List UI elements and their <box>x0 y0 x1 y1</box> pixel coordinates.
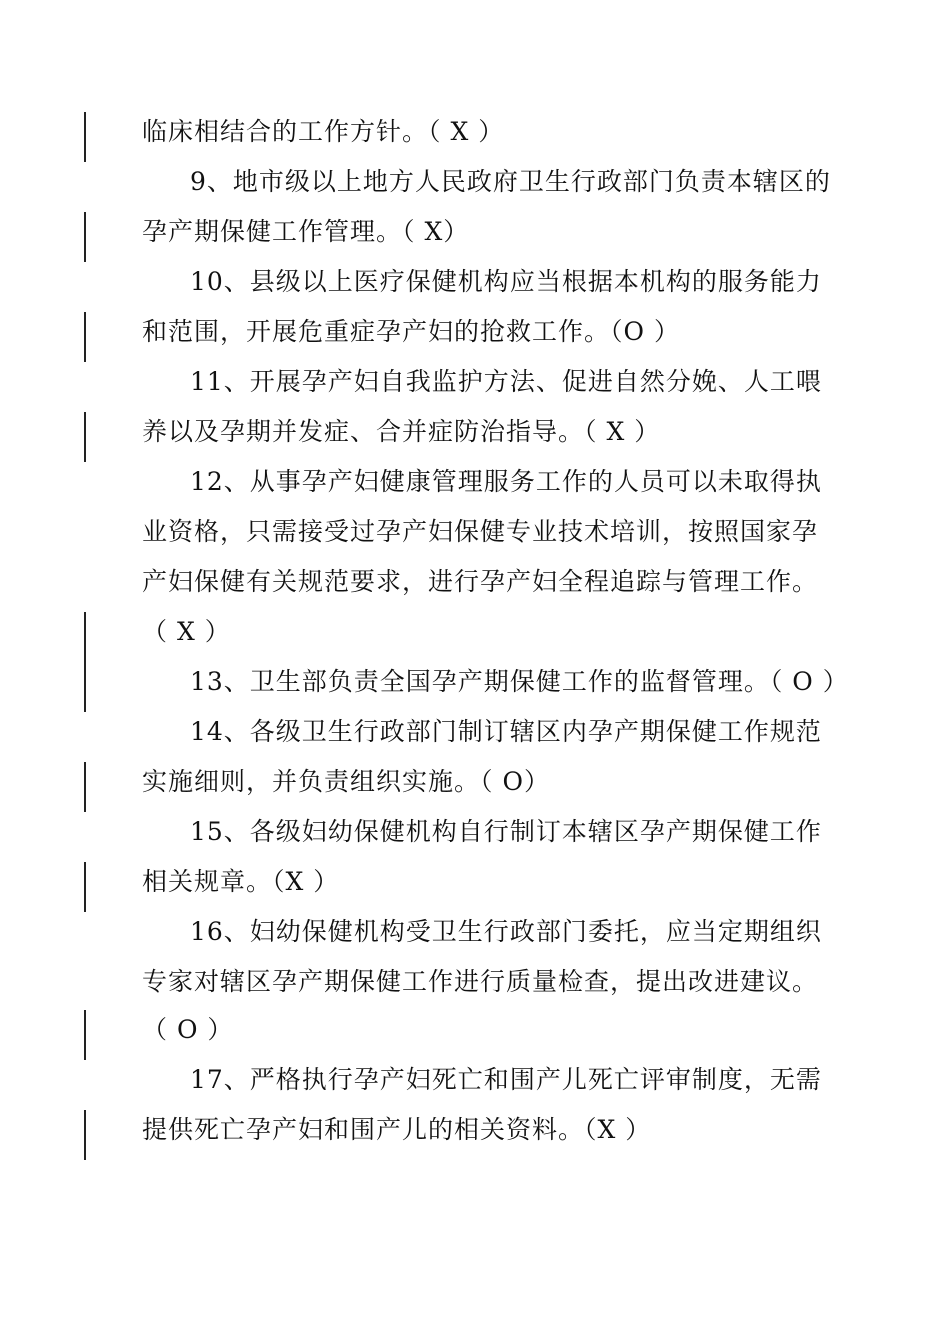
text-line: 临床相结合的工作方针。（ X ） <box>142 117 505 146</box>
text-line: 专家对辖区孕产期保健工作进行质量检查，提出改进建议。 <box>142 967 819 996</box>
text-line: 实施细则，并负责组织实施。（ O） <box>142 767 550 796</box>
margin-bar <box>84 212 86 262</box>
margin-bar <box>84 612 86 712</box>
text-line: 养以及孕期并发症、合并症防治指导。（ X ） <box>142 417 661 446</box>
margin-bar <box>84 112 86 162</box>
margin-bar <box>84 412 86 462</box>
text-line: 产妇保健有关规范要求，进行孕产妇全程追踪与管理工作。 <box>142 567 819 596</box>
item-16-line: 16、妇幼保健机构受卫生行政部门委托，应当定期组织 <box>190 917 822 946</box>
margin-bar <box>84 762 86 812</box>
margin-bar <box>84 1110 86 1160</box>
text-line: 相关规章。（X ） <box>142 867 340 896</box>
text-line: 孕产期保健工作管理。（ X） <box>142 217 470 246</box>
text-line: 提供死亡孕产妇和围产儿的相关资料。（X ） <box>142 1115 652 1144</box>
item-11-line: 11、开展孕产妇自我监护方法、促进自然分娩、人工喂 <box>190 367 822 396</box>
margin-bar <box>84 1010 86 1060</box>
item-14-line: 14、各级卫生行政部门制订辖区内孕产期保健工作规范 <box>190 717 822 746</box>
item-13-line: 13、卫生部负责全国孕产期保健工作的监督管理。（ O ） <box>190 667 849 696</box>
item-15-line: 15、各级妇幼保健机构自行制订本辖区孕产期保健工作 <box>190 817 822 846</box>
text-line: 和范围，开展危重症孕产妇的抢救工作。（O ） <box>142 317 680 346</box>
answer-line: （ O ） <box>142 1015 234 1044</box>
answer-line: （ X ） <box>142 617 231 646</box>
text-line: 业资格，只需接受过孕产妇保健专业技术培训，按照国家孕 <box>142 517 819 546</box>
item-12-line: 12、从事孕产妇健康管理服务工作的人员可以未取得执 <box>190 467 822 496</box>
item-9-line: 9、地市级以上地方人民政府卫生行政部门负责本辖区的 <box>190 167 831 196</box>
item-10-line: 10、县级以上医疗保健机构应当根据本机构的服务能力 <box>190 267 822 296</box>
margin-bar <box>84 312 86 362</box>
margin-bar <box>84 862 86 912</box>
item-17-line: 17、严格执行孕产妇死亡和围产儿死亡评审制度，无需 <box>190 1065 822 1094</box>
